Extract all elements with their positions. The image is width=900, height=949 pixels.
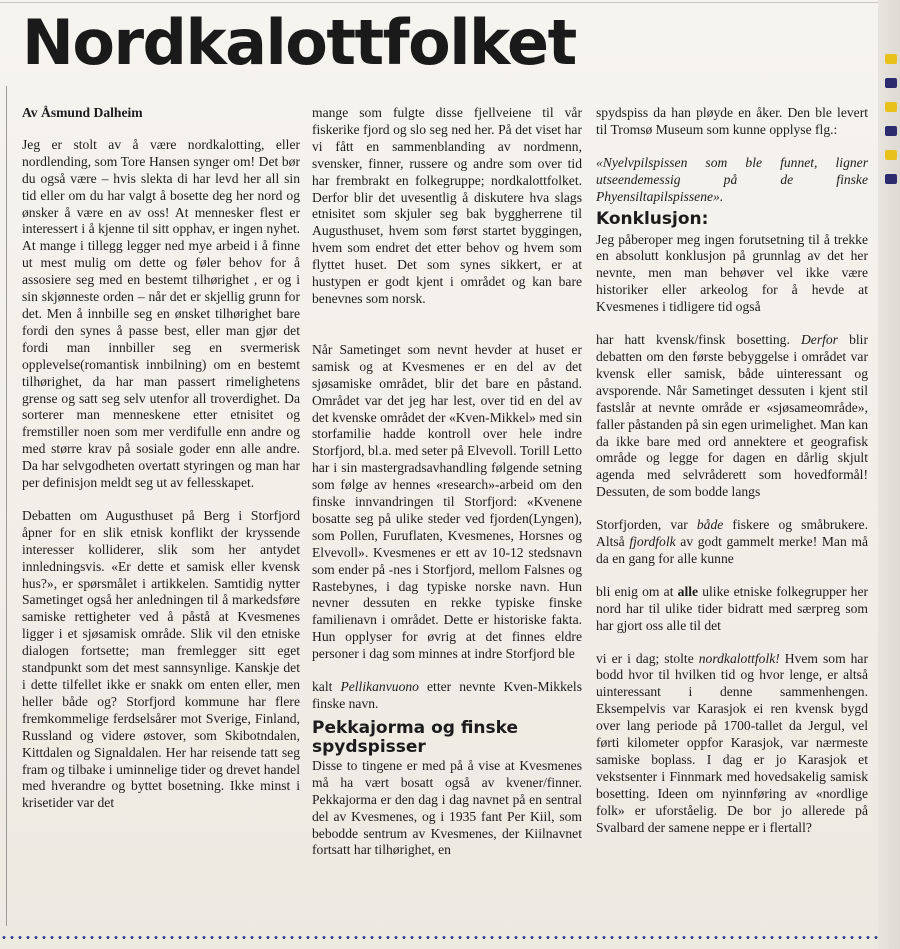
paragraph: Disse to tingene er med på å vise at Kvesmenes må ha vært bosatt også av kvener/finner. Pekkajorma er den dag i dag navnet på en sentral del av Kvesmenes, og i 1935 fant Per Kiil, som bebodde sentrum av Kvesmenes, der Kiilnavnet fortsatt har tilhørighet, en xyxy=(312,757,582,858)
byline: Av Åsmund Dalheim xyxy=(22,105,143,120)
edge-color-mark xyxy=(885,150,897,160)
top-rule xyxy=(0,2,880,3)
edge-color-mark xyxy=(885,78,897,88)
paragraph: kalt Pellikanvuono etter nevnte Kven-Mikkels finske navn. xyxy=(312,679,582,711)
left-column-rule xyxy=(6,86,7,926)
dotted-bottom-border xyxy=(0,935,878,940)
paragraph: spydspiss da han pløyde en åker. Den ble levert til Tromsø Museum som kunne opplyse flg.: xyxy=(596,105,868,137)
paragraph: Jeg påberoper meg ingen forutsetning til å trekke en absolutt konklusjon på grunnlag av det her nevnte, men man behøver vel ikke være historiker eller arkeolog for å hevde at Kvesmenes i tidligere tid også xyxy=(596,231,868,315)
paragraph: Når Sametinget som nevnt hevder at huset er samisk og at Kvesmenes er en del av det sjøsamiske området, blir det bare en påstand. Området var det jeg har lest, over tid en del av det kvenske området der «Kven-Mikkel» med sin storfamilie hadde kontroll over hele indre Storfjord, bl.a. med seter på Elvevoll. Torill Letto har i sin mastergradsavhandling følgende setning som følge av hennes «research»-arbeid om den finske innvandringen til Storfjord: «Kvenene bosatte seg på ulike steder ved fjorden(Lyngen), som Pollen, Furuflaten, Kvesmenes, Horsnes og Elvevoll». Kvesmenes er ett av 10-12 stedsnavn som ender på -nes i Storfjord, mellom Falsnes og Rastebynes, i dag typiske norske navn. Hun nevner dessuten en rekke typiske finske familienavn i området. Dette er historiske fakta. Hun opplyser for øvrig at det finnes eldre personer i dag som minnes at indre Storfjord ble xyxy=(312,341,582,662)
column-1 xyxy=(22,105,300,812)
column-3 xyxy=(596,105,868,837)
column-2 xyxy=(312,105,582,859)
article-title: Nordkalottfolket xyxy=(22,6,576,79)
paragraph: har hatt kvensk/finsk bosetting. Derfor blir debatten om den første bebyggelse i området var kvensk eller samisk, både uinteressant og avsporende. Når Sametinget dessuten i kjent stil fastslår at nevnte område er «sjøsameområde», faller påstanden på sin egen urimelighet. Man kan da ikke bare med ord annektere et geografisk område og legge for dagen en dårlig skjult agenda med selvråderett som hovedformål! Dessuten, de som bodde langs xyxy=(596,332,868,500)
paragraph: Jeg er stolt av å være nordkalotting, eller nordlending, som Tore Hansen synger om! Det bør du også være – hvis slekta di har levd her all sin tid eller om du har valgt å bosette deg her nord og ønsker å være en av oss! At mennesker flest er interessert i å kjenne til sitt opphav, er ingen nyhet. At mange i tillegg legger ned mye arbeid i å finne ut mest mulig om dette og føler behov for å assosiere seg med en bestemt tilhørighet , er og i sin skjønneste orden – når det er skjellig grunn for det. Men å innbille seg en ønsket tilhørighet bare fordi den synes å passe best, eller man gjør det fordi man innbiller seg en svermerisk opplevelse(romantisk innbilning) om en bestemt tilhørighet, da har man passert rimelighetens grense og satt seg selv utenfor all troverdighet. Da sorterer man menneskene etter etnisitet og fremstiller noen som mer verdifulle enn andre og med større krav på sosiale goder enn alle andre. Da har selvgodheten overtatt styringen og man har per definisjon meldt seg ut av fellesskapet. xyxy=(22,136,300,491)
edge-color-marks xyxy=(881,40,899,184)
edge-color-mark xyxy=(885,126,897,136)
edge-color-mark xyxy=(885,54,897,64)
subheading-konklusjon: Konklusjon: xyxy=(596,208,709,229)
paragraph: bli enig om at alle ulike etniske folkegrupper her nord har til ulike tider bidratt med særpreg som har gjort oss alle til det xyxy=(596,583,869,633)
paragraph: mange som fulgte disse fjellveiene til vår fiskerike fjord og slo seg ned her. På det viset har vi fått en sammenblanding av nordmenn, svensker, finner, russere og andre som over tid har frembrakt en folkegruppe; nordkalottfolket. Derfor blir det uvesentlig å diskutere hva slags etnisitet som skjuler seg bak byggherrene til Augusthuset, hvem som først startet byggingen, hvem som endret det etter behov og hvem som flyttet huset. Det som synes sikkert, er at hustypen er godt kjent i området og kan bare benevnes som norsk. xyxy=(312,105,582,306)
paragraph: Debatten om Augusthuset på Berg i Storfjord åpner for en slik etnisk konflikt der kryssende interesser kolliderer, slik som her antydet innledningsvis. «Er dette et samisk eller kvensk hus?», er spørsmålet i artikkelen. Samtidig nytter Sametinget også her anledningen til å markedsføre samiske rettigheter ved å påstå at Kvesmenes ligger i et sjøsamisk område. Slik vil den etniske dialogen fortsette; man fremlegger sitt eget standpunkt som det mest sannsynlige. Kanskje det i dette tilfellet ikke er snakk om enten eller, men heller både og? Storfjord kommune har flere fremkommelige ferdselsårer mot Sverige, Finland, Russland og videre østover, som Skibotndalen, Kittdalen og Signaldalen. Her har reisende tatt seg fram og tilbake i uminnelige tider og drevet handel med hverandre og byttet bosetning. Ikke minst i krisetider var det xyxy=(22,507,300,811)
edge-color-mark xyxy=(885,102,897,112)
paragraph: Storfjorden, var både fiskere og småbrukere. Altså fjordfolk av godt gammelt merke! Man må da en gang for alle kunne xyxy=(596,517,868,566)
italic-name: Pellikanvuono xyxy=(340,679,419,695)
paragraph: vi er i dag; stolte nordkalottfolk! Hvem som har bodd hvor til hvilken tid og hvor lenge, er altså uinteressant i denne sammenhengen. Eksempelvis var Karasjok ei ren kvensk bygd over lang periode på 1700-tallet da Jergul, vel førti kilometer oppfor Karasjok, var nærmeste samiske boplass. I dag er jo Karasjok et vekstsenter i Finnmark med hovedsakelig samisk bosetting. Ideen om nyinnføring av «nordlige folk» er uforståelig. De bor jo allerede på Svalbard der samene neppe er i flertall? xyxy=(596,650,868,835)
museum-quote: «Nyelvpilspissen som ble funnet, ligner utseendemessig på de finske Phyensiltapilspissene». xyxy=(596,154,868,204)
edge-color-mark xyxy=(885,174,897,184)
subheading-pekkajorma: Pekkajorma og finske spydspisser xyxy=(312,717,519,757)
